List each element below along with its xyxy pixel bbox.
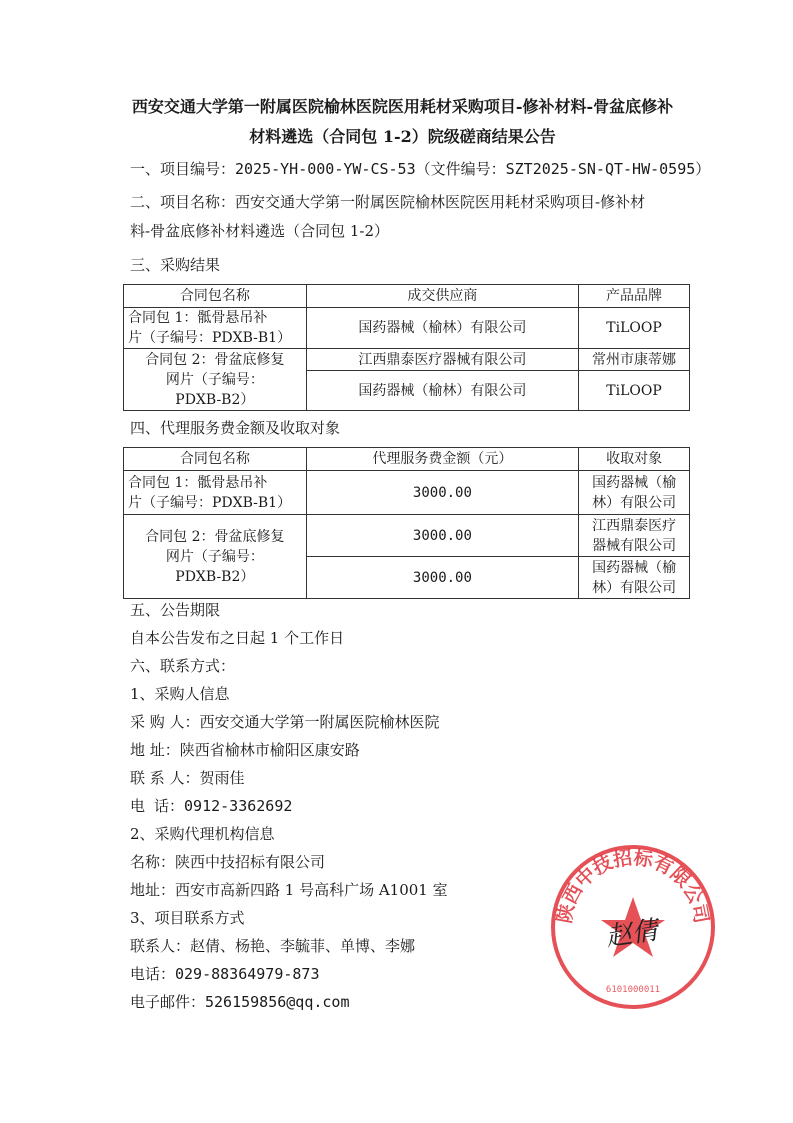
handwritten-signature: 赵倩	[604, 915, 660, 953]
project-contact-heading: 3、项目联系方式	[130, 909, 245, 927]
procurement-result-table	[123, 284, 690, 411]
agency-fee-table	[123, 447, 690, 599]
package-name-cell	[124, 515, 307, 599]
company-seal-stamp	[548, 842, 718, 1012]
header-amount: 代理服务费金额（元）	[306, 448, 578, 471]
amount-cell: 3000.00	[306, 471, 578, 515]
package-name-line: 片（子编号：PDXB-B1）	[128, 494, 292, 511]
payee-line: 国药器械（榆	[592, 559, 677, 576]
header-supplier: 成交供应商	[306, 285, 578, 308]
purchaser-phone: 电 话：0912-3362692	[130, 797, 293, 815]
table-row	[124, 349, 690, 371]
project-number: 一、项目编号：2025-YH-000-YW-CS-53（文件编号：SZT2025-SN-QT-HW-0595）	[130, 160, 711, 178]
supplier-cell: 国药器械（榆林）有限公司	[306, 308, 578, 349]
procurement-result-heading: 三、采购结果	[130, 256, 221, 274]
project-email: 电子邮件：526159856@qq.com	[130, 993, 350, 1011]
notice-period-heading: 五、公告期限	[130, 601, 221, 619]
header-payee: 收取对象	[579, 448, 690, 471]
payee-cell	[579, 557, 690, 599]
table-row	[124, 308, 690, 349]
package-name-line: 合同包 2：骨盆底修复	[145, 528, 285, 545]
agency-heading: 2、采购代理机构信息	[130, 825, 275, 843]
package-name-line: 合同包 2：骨盆底修复	[145, 351, 285, 368]
package-name-line: 片（子编号：PDXB-B1）	[128, 330, 292, 346]
purchaser-address: 地 址：陕西省榆林市榆阳区康安路	[130, 741, 360, 759]
package-name-line: PDXB-B2）	[175, 391, 255, 408]
notice-period-text: 自本公告发布之日起 1 个工作日	[130, 629, 345, 647]
project-phone: 电话：029-88364979-873	[130, 965, 320, 983]
payee-line: 林）有限公司	[592, 494, 677, 511]
package-name-line: 合同包 1：骶骨悬吊补	[128, 474, 268, 491]
agency-name: 名称：陕西中技招标有限公司	[130, 853, 326, 871]
brand-cell: TiLOOP	[579, 371, 690, 411]
payee-line: 器械有限公司	[592, 537, 677, 554]
contact-heading: 六、联系方式：	[130, 657, 236, 675]
document-title-line-2: 材料遴选（合同包 1-2）院级磋商结果公告	[249, 127, 556, 146]
package-name-line: 网片（子编号：	[165, 548, 264, 565]
project-contacts: 联系人：赵倩、杨艳、李毓菲、单博、李娜	[130, 937, 416, 955]
amount-cell: 3000.00	[306, 557, 578, 599]
supplier-cell: 江西鼎泰医疗器械有限公司	[306, 349, 578, 371]
package-name-cell	[124, 349, 307, 411]
payee-line: 江西鼎泰医疗	[592, 517, 677, 534]
payee-line: 国药器械（榆	[592, 474, 677, 491]
project-name-line-2: 料-骨盆底修补材料遴选（合同包 1-2）	[130, 222, 389, 240]
table-header-row	[124, 448, 690, 471]
table-row	[124, 515, 690, 557]
package-name-cell	[124, 308, 307, 349]
header-package-name: 合同包名称	[124, 448, 307, 471]
brand-cell: TiLOOP	[579, 308, 690, 349]
agency-address: 地址：西安市高新四路 1 号高科广场 A1001 室	[130, 881, 448, 899]
package-name-line: 网片（子编号：	[165, 371, 264, 388]
table-header-row	[124, 285, 690, 308]
brand-cell: 常州市康蒂娜	[579, 349, 690, 371]
header-brand: 产品品牌	[579, 285, 690, 308]
amount-cell: 3000.00	[306, 515, 578, 557]
payee-line: 林）有限公司	[592, 579, 677, 596]
purchaser-name: 采 购 人：西安交通大学第一附属医院榆林医院	[130, 713, 440, 731]
purchaser-contact: 联 系 人：贺雨佳	[130, 769, 245, 787]
document-title-line-1: 西安交通大学第一附属医院榆林医院医用耗材采购项目-修补材料-骨盆底修补	[131, 97, 674, 116]
seal-serial-number: 6101000011	[605, 985, 661, 995]
seal-text: 陕西中技招标有限公司	[553, 846, 713, 926]
package-name-cell	[124, 471, 307, 515]
purchaser-heading: 1、采购人信息	[130, 685, 230, 703]
header-package-name: 合同包名称	[124, 285, 307, 308]
package-name-line: 合同包 1：骶骨悬吊补	[128, 310, 268, 326]
payee-cell	[579, 515, 690, 557]
supplier-cell: 国药器械（榆林）有限公司	[306, 371, 578, 411]
payee-cell	[579, 471, 690, 515]
agency-fee-heading: 四、代理服务费金额及收取对象	[130, 419, 341, 437]
project-name-line-1: 二、项目名称：西安交通大学第一附属医院榆林医院医用耗材采购项目-修补材	[130, 193, 646, 211]
table-row	[124, 471, 690, 515]
package-name-line: PDXB-B2）	[175, 568, 255, 585]
